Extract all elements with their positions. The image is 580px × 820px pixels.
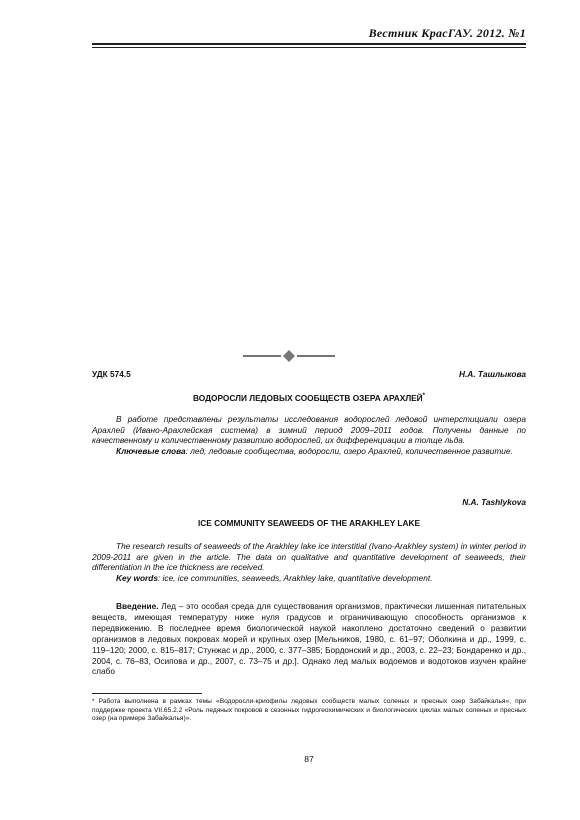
keywords-ru-label: Ключевые слова bbox=[116, 445, 186, 456]
title-footnote-mark: * bbox=[422, 393, 425, 399]
keywords-ru bbox=[92, 446, 526, 457]
page-number: 87 bbox=[304, 754, 314, 764]
footnote: * Работа выполнена в рамках темы «Водоросли-криофилы ледовых сообществ малых соленых и пресных озер Забайкалья», при поддержке проекта VII.65.2.2 «Роль ледяных покровов в сезонных гидрогеохимических и биологических циклах малых соленых и пресных озер (на примере Забайкалья)». bbox=[92, 698, 526, 723]
section-heading-intro: Введение. bbox=[116, 601, 159, 611]
keywords-en bbox=[92, 573, 526, 584]
article-title-ru bbox=[92, 391, 526, 403]
header-rule-thin bbox=[92, 47, 526, 48]
body-paragraph-text: Лед – это особая среда для существования организмов, практически лишенная питательных веществ, имеющая температуру ниже нуля градусов и ограничивающую способность организмов к передвижению. В последнее время биологической наукой накоплено достаточно сведений о развитии организмов в ледовых покровах морей и крупных озер [Мельников, 1980, с. 61–97; Оболкина и др., 1999, с. 119–120; 2000, с. 815–817; Стунжас и др., 2000, с. 377–385; Бордонский и др., 2003, с. 22–23; Бондаренко и др., 2004, с. 76–83, Осипова и др., 2007, с. 73–75 и др.]. Однако лед малых водоемов и водотоков изучен крайне слабо bbox=[92, 601, 526, 677]
author-name-en: N.A. Tashlykova bbox=[462, 497, 526, 507]
abstract-ru bbox=[92, 414, 526, 456]
running-header: Вестник КрасГАУ. 2012. №1 bbox=[368, 26, 526, 40]
header-rule-thick bbox=[92, 43, 526, 45]
footnote-rule bbox=[92, 693, 202, 694]
article-title-en: ICE COMMUNITY SEAWEEDS OF THE ARAKHLEY LAKE bbox=[197, 518, 421, 528]
abstract-en-text: The research results of seaweeds of the Arakhley lake ice interstitial (Ivano-Arakhley system) in winter period in 2009-2011 are given in the article. The data on qualitative and quantitative development of seaweeds, their differentiation in the ice thickness are received. bbox=[92, 541, 526, 573]
diamond-ornament bbox=[243, 350, 335, 362]
title-ru-text: ВОДОРОСЛИ ЛЕДОВЫХ СООБЩЕСТВ ОЗЕРА АРАХЛЕЙ bbox=[193, 392, 423, 403]
keywords-ru-text: : лед, ледовые сообщества, водоросли, озеро Арахлей, количественное развитие. bbox=[185, 445, 513, 456]
keywords-en-text: : ice, ice communities, seaweeds, Arakhley lake, quantitative development. bbox=[157, 572, 433, 583]
body-paragraph bbox=[92, 601, 526, 677]
abstract-ru-text: В работе представлены результаты исследования водорослей ледовой интерстициали озера Арахлей (Ивано-Арахлейская система) в зимний период 2009–2011 годов. Получены данные по качественному и количественному развитию водорослей, их дифференциации в толще льда. bbox=[92, 414, 526, 446]
abstract-en bbox=[92, 541, 526, 583]
author-name-ru: Н.А. Ташлыкова bbox=[459, 369, 526, 379]
udk-code: УДК 574.5 bbox=[92, 369, 131, 379]
keywords-en-label: Key words bbox=[116, 572, 158, 583]
